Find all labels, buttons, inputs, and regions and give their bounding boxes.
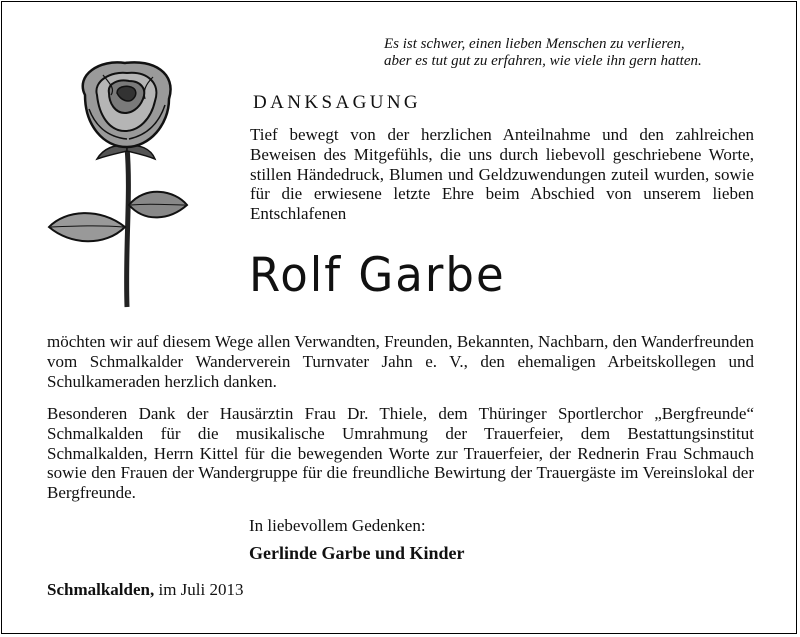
- signers: Gerlinde Garbe und Kinder: [249, 543, 465, 563]
- intro-paragraph: Tief bewegt von der herzlichen Anteilnahme und den zahlreichen Beweisen des Mitgefühls, die uns durch liebevoll geschriebene Worte, stillen Händedruck, Blumen und Geldzuwendungen zuteil wurden, sowie für die erwiesene letzte Ehre beim Abschied von unserem lieben Entschlafenen: [250, 125, 754, 224]
- rose-icon: [45, 55, 195, 313]
- place-date: [47, 580, 244, 600]
- deceased-name: Rolf Garbe: [249, 246, 506, 303]
- epigraph-quote: [384, 36, 784, 70]
- quote-line-2: aber es tut gut zu erfahren, wie viele ihn gern hatten.: [384, 53, 702, 69]
- notice-heading: DANKSAGUNG: [253, 92, 422, 113]
- quote-line-1: Es ist schwer, einen lieben Menschen zu verlieren,: [384, 36, 685, 52]
- place-city: Schmalkalden,: [47, 580, 155, 599]
- special-thanks-paragraph: Besonderen Dank der Hausärztin Frau Dr. Thiele, dem Thüringer Sportlerchor „Bergfreunde“ Schmalkalden für die musikalische Umrahmung der Trauerfeier, dem Bestattungsinstitut Schmalkalden, Herrn Kittel für die bewegenden Worte zur Trauerfeier, der Rednerin Frau Schmauch sowie den Frauen der Wandergruppe für die freundliche Bewirtung der Trauergäste im Vereinslokal der Bergfreunde.: [47, 404, 754, 503]
- closing-line: In liebevollem Gedenken:: [249, 516, 426, 535]
- place-date-text: im Juli 2013: [158, 580, 244, 599]
- thanks-paragraph: möchten wir auf diesem Wege allen Verwandten, Freunden, Bekannten, Nachbarn, den Wanderfreunden vom Schmalkalder Wanderverein Turnvater Jahn e. V., den ehemaligen Arbeitskollegen und Schulkameraden herzlich danken.: [47, 332, 754, 391]
